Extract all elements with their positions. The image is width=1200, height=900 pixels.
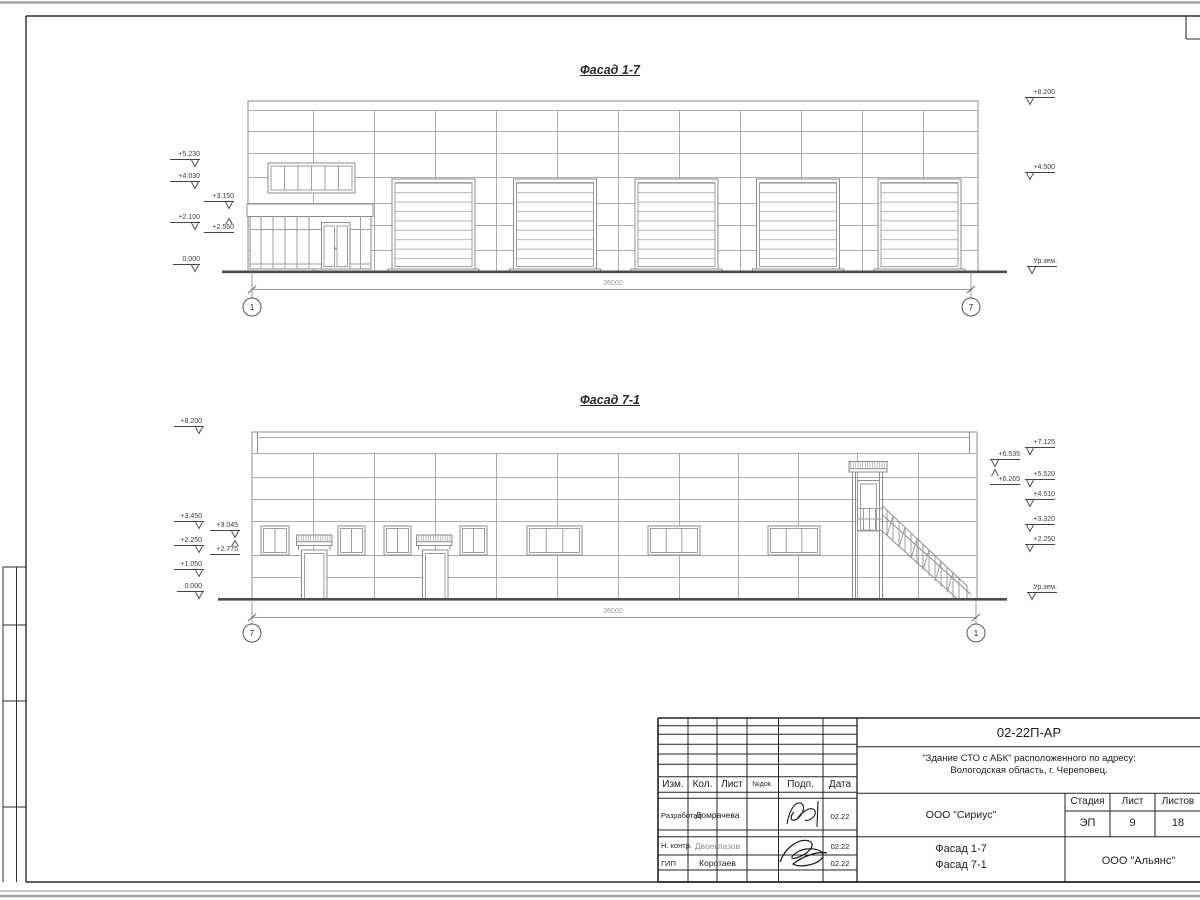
axis-number: 7 (968, 303, 974, 312)
garage-door (388, 179, 479, 271)
elevation-mark: +8.200 (180, 418, 202, 425)
name-gip: Коротаев (699, 858, 736, 868)
sheet-title-line2: Фасад 7-1 (935, 859, 987, 871)
stage-value: ЭП (1079, 817, 1096, 829)
elevation-mark: +3.450 (180, 513, 202, 520)
stage-label: Стадия (1070, 796, 1105, 807)
signatures (780, 801, 827, 866)
elevation-mark: +2.100 (178, 214, 200, 221)
facade-title: Фасад 1-7 (580, 63, 640, 77)
org-designer: ООО "Сириус" (925, 809, 997, 821)
project-address-line2: Вологодская область, г. Череповец. (950, 765, 1108, 776)
window-3pane (648, 526, 700, 555)
sheet-number: 9 (1129, 817, 1136, 829)
elevation-mark: +8.200 (1033, 89, 1055, 96)
role-developed: Разработал (661, 811, 702, 820)
elevation-mark: 0.000 (182, 256, 200, 263)
elevation-mark: +5.230 (178, 151, 200, 158)
elevation-mark: +5.520 (1033, 471, 1055, 478)
elevation-mark: +1.050 (180, 561, 202, 568)
role-gip: ГИП (661, 858, 676, 868)
date-gip: 02.22 (830, 858, 850, 868)
date-developed: 02.22 (830, 811, 850, 821)
elevation-mark: +3.320 (1033, 516, 1055, 523)
org-customer: ООО "Альянс" (1101, 855, 1176, 867)
elevation-mark: +3.150 (212, 193, 234, 200)
axis-number: 7 (249, 629, 255, 638)
signature-ncontr-gip (780, 840, 827, 865)
dimension-label: 36000 (603, 608, 623, 615)
sheet-title-line1: Фасад 1-7 (935, 843, 987, 855)
garage-door (874, 179, 965, 271)
elevation-mark: 0.000 (184, 583, 202, 590)
date-ncontr: 02.22 (830, 841, 850, 851)
window-3pane (527, 526, 582, 555)
garage-door (510, 179, 601, 271)
col-header-kol: Кол. (692, 779, 713, 790)
elevation-mark: +3.045 (216, 522, 238, 529)
garage-doors (388, 179, 965, 271)
elevation-mark: +2.250 (180, 537, 202, 544)
window-3pane (768, 526, 820, 555)
elevation-mark: +2.250 (1033, 536, 1055, 543)
axis-number: 1 (973, 629, 979, 638)
dimension-f71 (243, 600, 985, 642)
name-developed: Домрачева (695, 810, 740, 820)
entry-door-with-canopy (297, 535, 333, 599)
col-header-data: Дата (828, 779, 852, 790)
sheets-label: Листов (1161, 796, 1195, 807)
elevation-mark: +2.550 (212, 224, 234, 231)
col-header-list: Лист (721, 779, 743, 790)
window-2pane (460, 526, 487, 555)
window-2pane (261, 526, 289, 555)
garage-door (753, 179, 844, 271)
elevation-mark: +7.125 (1033, 439, 1055, 446)
axis-number: 1 (249, 303, 255, 312)
role-ncontr: Н. контр. (661, 841, 692, 850)
elevation-mark: +6.535 (998, 451, 1020, 458)
elevation-mark: +2.775 (216, 546, 238, 553)
col-header-izm: Изм. (662, 779, 684, 790)
col-header-podp: Подп. (787, 779, 814, 790)
name-ncontr: Двоеглазов (694, 841, 741, 851)
window-2pane (338, 526, 365, 555)
elevation-mark: Ур.зем. (1033, 584, 1057, 591)
project-address-line1: "Здание СТО с АБК" расположенного по адресу: (922, 753, 1136, 764)
elevation-mark: +4.030 (178, 173, 200, 180)
signature-developed (787, 801, 818, 827)
garage-door (631, 179, 722, 271)
elevation-mark: Ур.зем. (1033, 258, 1057, 265)
dimension-label: 36000 (603, 280, 623, 287)
col-header-ndok: №док. (752, 781, 773, 788)
elevation-mark: +4.500 (1033, 164, 1055, 171)
sheet-label: Лист (1121, 796, 1144, 807)
elevation-mark: +6.265 (998, 476, 1020, 483)
sheet-count: 18 (1171, 817, 1185, 829)
facade-title: Фасад 7-1 (580, 393, 640, 407)
doc-code: 02-22П-АР (996, 725, 1062, 740)
elevation-mark: +4.510 (1033, 491, 1055, 498)
window-2pane (384, 526, 411, 555)
